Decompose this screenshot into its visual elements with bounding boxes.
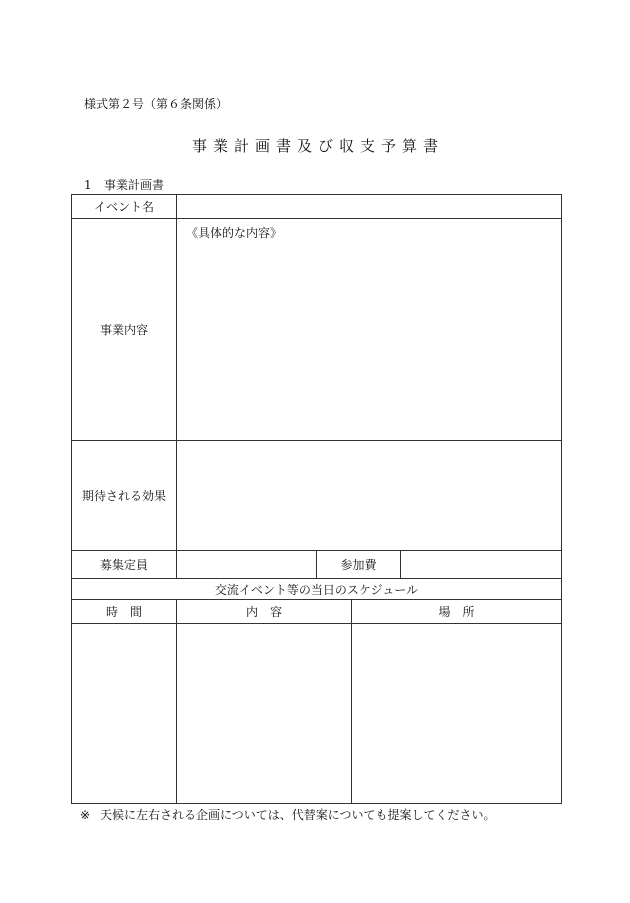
footnote-text: 天候に左右される企画については、代替案についても提案してください。 <box>100 808 496 822</box>
form-number: 様式第２号（第６条関係） <box>84 97 229 111</box>
content-field[interactable] <box>177 219 562 441</box>
fee-label: 参加費 <box>317 551 401 579</box>
business-plan-table <box>71 194 562 804</box>
content-hint: 《具体的な内容》 <box>186 226 283 240</box>
fee-field[interactable] <box>401 551 562 579</box>
footnote <box>80 806 496 823</box>
event-name-field[interactable] <box>177 195 562 219</box>
content-label: 事業内容 <box>72 219 177 441</box>
column-time: 時 間 <box>72 600 177 624</box>
event-name-row <box>72 195 562 219</box>
schedule-heading-row <box>72 579 562 600</box>
schedule-place-field[interactable] <box>352 624 562 804</box>
recruit-fee-row <box>72 551 562 579</box>
schedule-heading: 交流イベント等の当日のスケジュール <box>72 579 562 600</box>
effect-field[interactable] <box>177 441 562 551</box>
schedule-header-row <box>72 600 562 624</box>
section-title: 事業計画書 <box>104 178 165 192</box>
document-title: 事業計画書及び収支予算書 <box>191 137 444 155</box>
column-content: 内 容 <box>177 600 352 624</box>
effect-row <box>72 441 562 551</box>
schedule-body-row <box>72 624 562 804</box>
event-name-label: イベント名 <box>72 195 177 219</box>
content-row <box>72 219 562 441</box>
reference-mark: ※ <box>80 808 91 822</box>
section-number: 1 <box>84 178 92 192</box>
schedule-content-field[interactable] <box>177 624 352 804</box>
recruit-field[interactable] <box>177 551 317 579</box>
recruit-label: 募集定員 <box>72 551 177 579</box>
section-heading <box>84 176 164 193</box>
column-place: 場 所 <box>352 600 562 624</box>
schedule-time-field[interactable] <box>72 624 177 804</box>
effect-label: 期待される効果 <box>72 441 177 551</box>
